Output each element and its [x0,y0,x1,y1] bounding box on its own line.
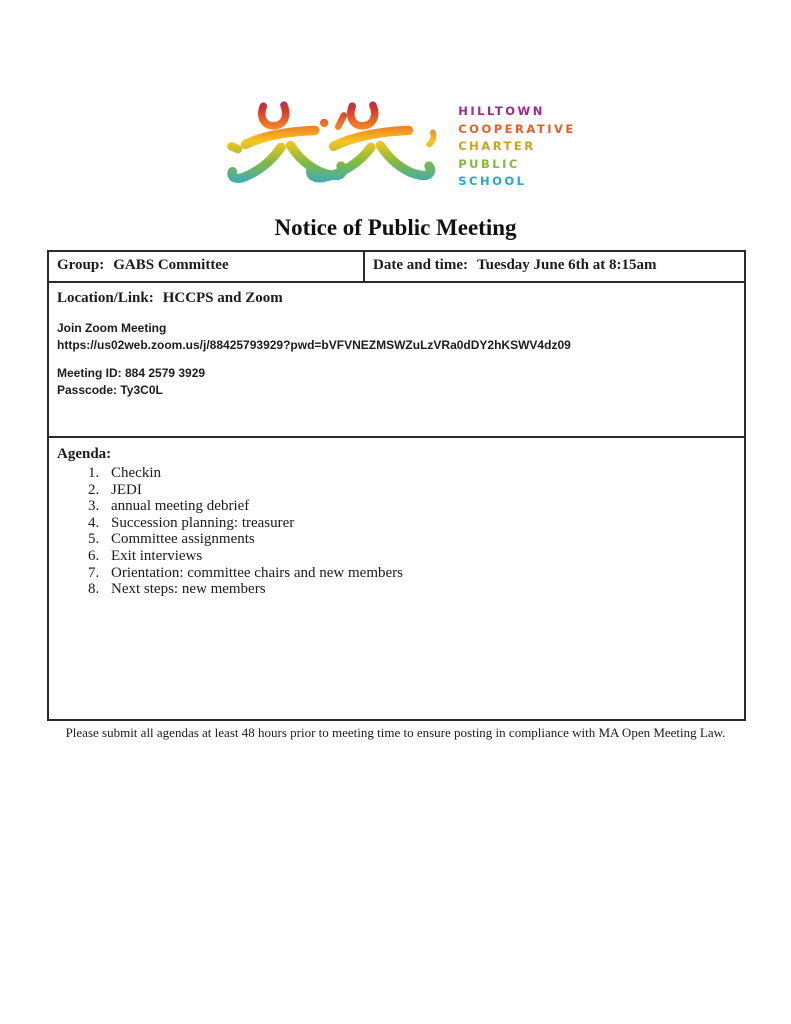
agenda-row [49,438,744,719]
agenda-list [57,465,736,598]
zoom-meeting-link[interactable]: https://us02web.zoom.us/j/88425793929?pwd=bVFVNEZMSWZuLzVRa0dDY2hKSWV4dz09 [57,337,571,352]
logo-line-school: SCHOOL [458,174,527,188]
logo-wordmark [458,103,576,191]
footer-note: Please submit all agendas at least 48 hours prior to meeting time to ensure posting in compliance with MA Open Meeting Law. [65,725,726,740]
zoom-passcode: Passcode: Ty3C0L [57,382,163,397]
zoom-meeting-id: Meeting ID: 884 2579 3929 [57,366,206,380]
group-value: GABS Committee [113,257,229,273]
agenda-item: 1. Checkin [103,465,736,482]
table-header-row [49,252,744,283]
agenda-item: 3. annual meeting debrief [103,498,736,515]
meeting-table [47,250,746,721]
datetime-label: Date and time: [373,257,468,273]
location-value: HCCPS and Zoom [162,290,283,306]
agenda-item: 5. Committee assignments [103,531,736,548]
location-label: Location/Link: [57,290,154,306]
logo-line-public: PUBLIC [458,156,520,171]
zoom-info-block [57,320,736,398]
zoom-join-text: Join Zoom Meeting [57,321,167,335]
agenda-item: 6. Exit interviews [103,548,736,565]
group-cell [49,252,365,281]
location-row [49,283,744,438]
logo-line-charter: CHARTER [458,139,536,153]
logo-line-hilltown: HILLTOWN [458,104,545,118]
datetime-value: Tuesday June 6th at 8:15am [476,257,657,273]
agenda-label: Agenda: [57,446,112,462]
dancing-figures-icon [215,93,445,196]
logo-line-cooperative: COOPERATIVE [458,121,576,136]
agenda-item: 2. JEDI [103,482,736,499]
agenda-item: 8. Next steps: new members [103,581,736,598]
agenda-item: 7. Orientation: committee chairs and new members [103,565,736,582]
datetime-cell [365,252,744,281]
group-label: Group: [57,257,105,273]
page-title: Notice of Public Meeting [274,215,517,240]
agenda-item: 4. Succession planning: treasurer [103,515,736,532]
school-logo [215,93,576,196]
